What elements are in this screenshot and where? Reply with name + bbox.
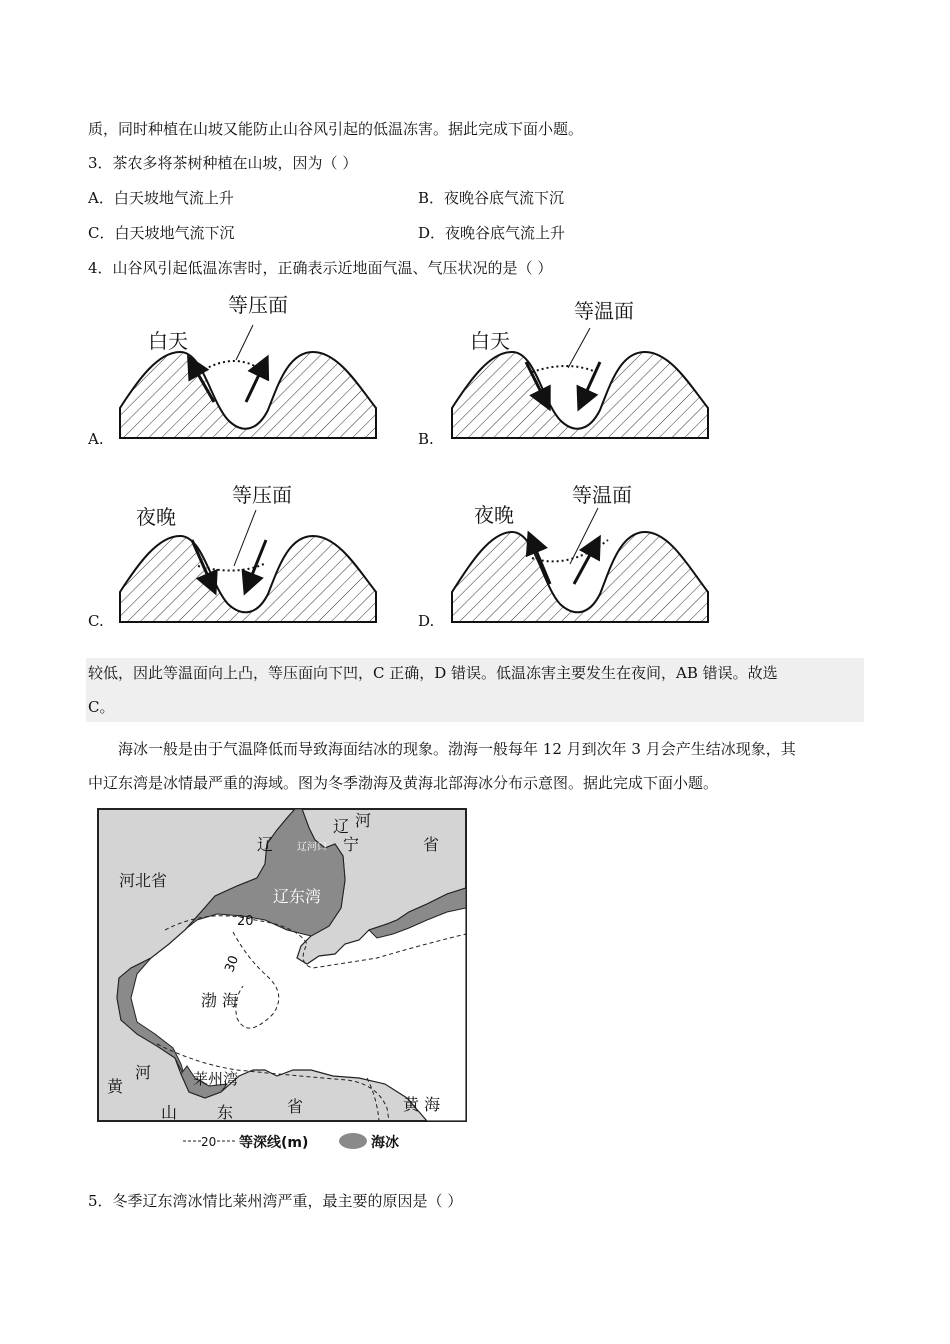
answer-line-2: C。 — [88, 698, 115, 716]
map-label-laizhouwan: 莱州湾 — [193, 1070, 239, 1088]
map-label-depth-30: 30 — [222, 953, 243, 975]
fig-b-letter[interactable]: B. — [418, 430, 434, 448]
map-label-ning: 宁 — [343, 835, 360, 854]
map-label-sheng-top: 省 — [423, 835, 440, 854]
q3-option-b[interactable]: B．夜晚谷底气流下沉 — [418, 189, 565, 207]
question-3-stem: 3．茶农多将茶树种植在山坡，因为（ ） — [88, 154, 358, 172]
map-label-liao: 辽 — [333, 817, 350, 836]
map-label-bohai: 渤 海 — [201, 991, 239, 1010]
q3-option-a[interactable]: A．白天坡地气流上升 — [88, 189, 234, 207]
legend-ice-swatch — [339, 1133, 367, 1149]
map-label-liao-2: 辽 — [257, 835, 274, 854]
sea-ice-map — [97, 808, 469, 1164]
map-label-liaodongwan: 辽东湾 — [273, 887, 322, 906]
question-4-stem: 4．山谷风引起低温冻害时，正确表示近地面气温、气压状况的是（ ） — [88, 259, 553, 277]
answer-line-1: 较低，因此等温面向上凸，等压面向下凹，C 正确，D 错误。低温冻害主要发生在夜间，AB 错误。故选 — [88, 664, 778, 682]
question-5-stem: 5．冬季辽东湾冰情比莱州湾严重，最主要的原因是（ ） — [88, 1192, 463, 1210]
map-label-shan: 山 — [161, 1103, 178, 1122]
legend-line-value: 20 — [201, 1135, 217, 1149]
fig-d-letter[interactable]: D. — [418, 612, 435, 630]
map-label-liaohekou: 辽河口 — [297, 842, 327, 853]
fig-b-surface: 等温面 — [574, 299, 634, 323]
map-label-huang-left: 黄 — [107, 1077, 124, 1096]
map-label-hebei: 河北省 — [119, 871, 168, 890]
fig-a-time: 白天 — [148, 329, 188, 353]
passage-line-2: 中辽东湾是冰情最严重的海域。图为冬季渤海及黄海北部海冰分布示意图。据此完成下面小题。 — [88, 774, 719, 792]
map-label-dong: 东 — [217, 1103, 234, 1122]
map-label-huanghai: 黄 海 — [403, 1095, 441, 1114]
legend-ice-label: 海冰 — [371, 1135, 399, 1151]
fig-d-surface: 等温面 — [572, 483, 632, 507]
map-label-sheng-bottom: 省 — [287, 1097, 304, 1116]
figure-b — [450, 290, 710, 444]
legend-contour-label: 等深线(m) — [239, 1135, 309, 1151]
fig-c-letter[interactable]: C. — [88, 612, 104, 630]
figure-d — [450, 478, 710, 632]
fig-d-time: 夜晚 — [474, 503, 514, 527]
map-label-he-river: 河 — [355, 811, 372, 830]
passage-line-1: 海冰一般是由于气温降低而导致海面结冰的现象。渤海一般每年 12 月到次年 3 月会产生结冰现象，其 — [118, 740, 796, 758]
fig-a-surface: 等压面 — [228, 293, 288, 317]
answer-explanation — [86, 658, 864, 722]
fig-a-letter[interactable]: A. — [88, 430, 104, 448]
q3-option-d[interactable]: D．夜晚谷底气流上升 — [418, 224, 566, 242]
q3-option-c[interactable]: C．白天坡地气流下沉 — [88, 224, 235, 242]
intro-text: 质，同时种植在山坡又能防止山谷风引起的低温冻害。据此完成下面小题。 — [88, 120, 584, 138]
map-label-he-left: 河 — [135, 1063, 152, 1082]
fig-c-surface: 等压面 — [232, 483, 292, 507]
figure-c — [118, 478, 378, 632]
map-label-depth-20: 20 — [237, 914, 254, 929]
figure-a — [118, 290, 378, 444]
fig-c-time: 夜晚 — [136, 505, 176, 529]
fig-b-time: 白天 — [470, 329, 510, 353]
